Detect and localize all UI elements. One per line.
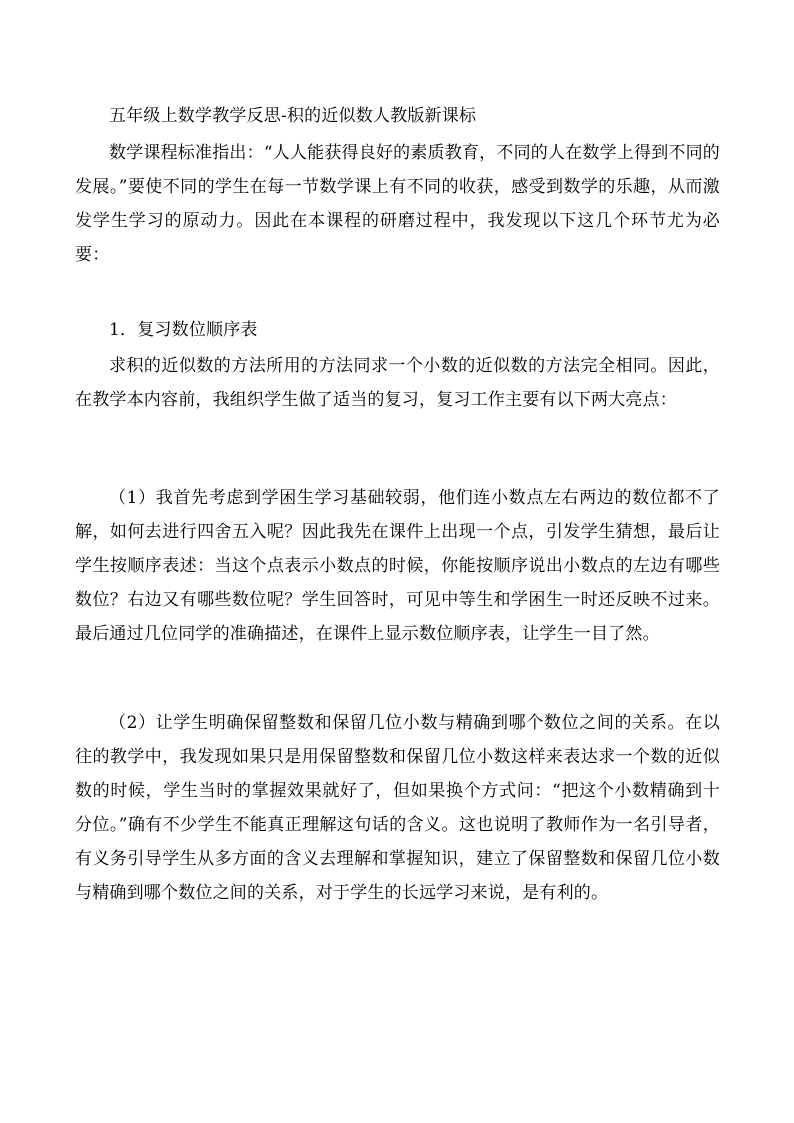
intro-paragraph: 数学课程标准指出：“人人能获得良好的素质教育，不同的人在数学上得到不同的发展。”要使不同的学生在每一节数学课上有不同的收获，感受到数学的乐趣，从而激发学生学习的原动力。因此在本课程的研磨过程中，我发现以下这几个环节尤为必要：	[75, 143, 720, 265]
section-heading: 1．复习数位顺序表	[109, 320, 258, 340]
method-paragraph: 求积的近似数的方法所用的方法同求一个小数的近似数的方法完全相同。因此，在教学本内容前，我组织学生做了适当的复习，复习工作主要有以下两大亮点：	[75, 356, 720, 410]
point-one-paragraph: （1）我首先考虑到学困生学习基础较弱，他们连小数点左右两边的数位都不了解，如何去进行四舍五入呢？因此我先在课件上出现一个点，引发学生猜想，最后让学生按顺序表述：当这个点表示小数点的时候，你能按顺序说出小数点的左边有哪些数位？右边又有哪些数位呢？学生回答时，可见中等生和学困生一时还反映不过来。最后通过几位同学的准确描述，在课件上显示数位顺序表，让学生一目了然。	[75, 488, 720, 644]
point-two-paragraph: （2）让学生明确保留整数和保留几位小数与精确到哪个数位之间的关系。在以往的教学中，我发现如果只是用保留整数和保留几位小数这样来表达求一个数的近似数的时候，学生当时的掌握效果就好了，但如果换个方式问：“把这个小数精确到十分位。”确有不少学生不能真正理解这句话的含义。这也说明了教师作为一名引导者，有义务引导学生从多方面的含义去理解和掌握知识，建立了保留整数和保留几位小数与精确到哪个数位之间的关系，对于学生的长远学习来说，是有利的。	[75, 713, 720, 903]
document-title: 五年级上数学教学反思-积的近似数人教版新课标	[109, 106, 477, 126]
